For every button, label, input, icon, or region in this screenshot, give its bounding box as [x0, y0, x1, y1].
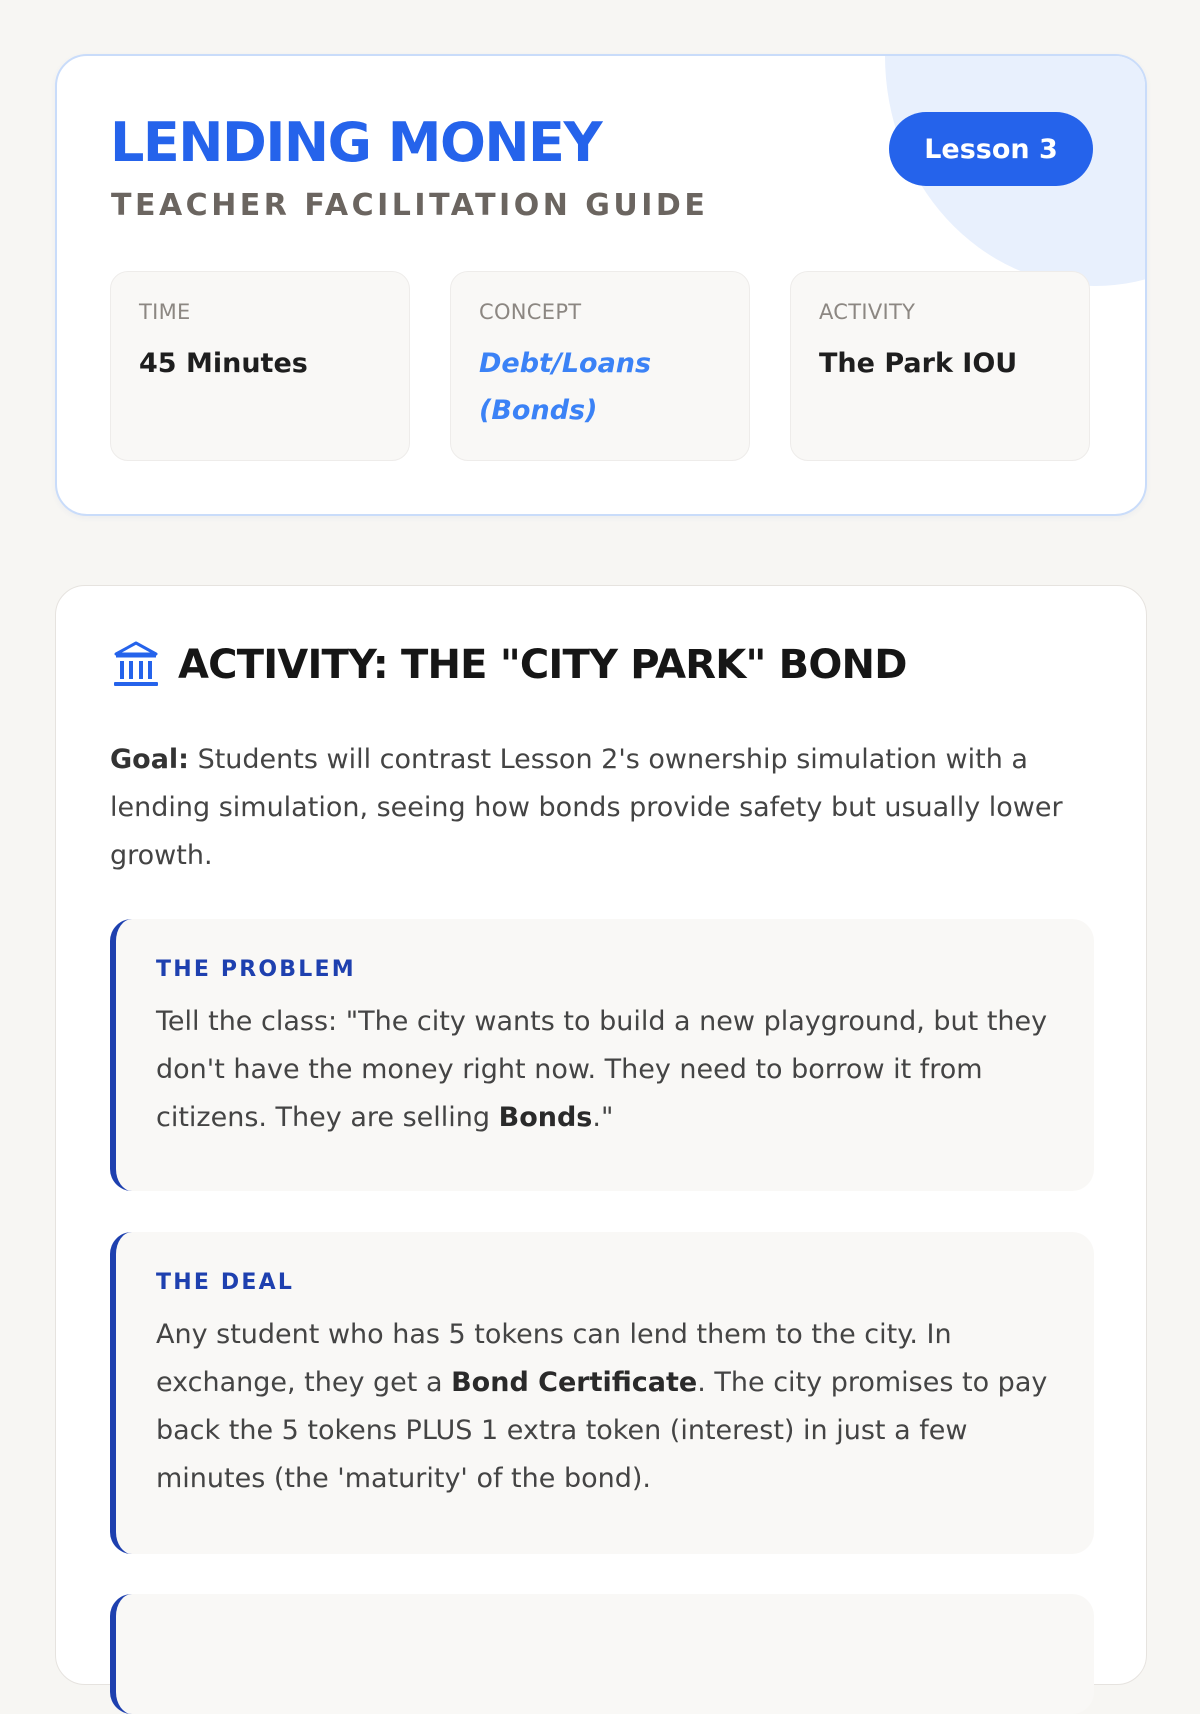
meta-value: The Park IOU	[819, 348, 1018, 379]
callout-text-part: Any student who has 5 tokens can lend them to the city. In exchange, they get a	[156, 1319, 952, 1398]
meta-label: CONCEPT	[479, 300, 582, 324]
meta-value: Debt/Loans (Bonds)	[479, 348, 652, 426]
meta-concept	[450, 271, 750, 461]
callout-bold-term: Bond Certificate	[451, 1367, 698, 1398]
callout-the-deal	[110, 1232, 1094, 1554]
callout-label: THE PROBLEM	[156, 957, 356, 982]
meta-label: ACTIVITY	[819, 300, 916, 324]
callout-text-part: . The city promises to pay back the 5 tokens PLUS 1 extra token (interest) in just a few minutes (the 'maturity' of the bond).	[156, 1367, 1048, 1494]
lesson-header-card	[55, 54, 1147, 516]
goal-label: Goal:	[110, 744, 189, 775]
callout-text-part: ."	[592, 1102, 614, 1133]
activity-card	[55, 585, 1147, 1685]
lesson-title: LENDING MONEY	[110, 111, 602, 174]
goal-paragraph	[110, 736, 1085, 880]
callout-label: THE DEAL	[156, 1270, 295, 1295]
callout-text	[156, 1311, 1050, 1503]
bank-icon	[112, 640, 160, 690]
activity-heading	[112, 640, 907, 690]
callout-the-problem	[110, 919, 1094, 1191]
meta-label: TIME	[139, 300, 191, 324]
callout-bold-term: Bonds	[498, 1102, 593, 1133]
lesson-badge: Lesson 3	[889, 112, 1093, 186]
meta-time	[110, 271, 410, 461]
goal-text: Students will contrast Lesson 2's ownership simulation with a lending simulation, seeing how bonds provide safety but usually lower growth.	[110, 744, 1063, 871]
activity-title: ACTIVITY: THE "CITY PARK" BOND	[178, 642, 907, 688]
lesson-subtitle: TEACHER FACILITATION GUIDE	[111, 188, 709, 223]
callout-text	[156, 998, 1050, 1142]
meta-value: 45 Minutes	[139, 348, 308, 379]
meta-activity	[790, 271, 1090, 461]
callout-next	[110, 1594, 1094, 1714]
callout-text-part: Tell the class: "The city wants to build a new playground, but they don't have the money right now. They need to borrow it from citizens. They are selling	[156, 1006, 1048, 1133]
